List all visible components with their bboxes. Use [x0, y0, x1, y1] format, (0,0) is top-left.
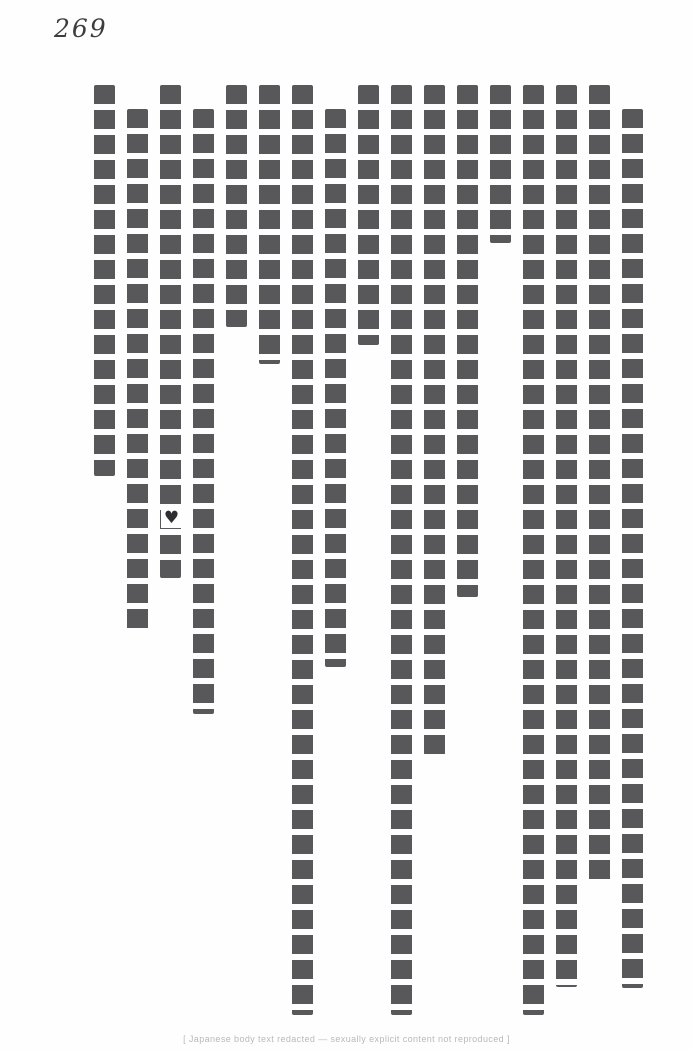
text-column-5-body: [490, 85, 511, 243]
text-column-4-body: [523, 85, 544, 1015]
text-column-9-body: [358, 85, 379, 345]
text-column-12-body: [259, 85, 280, 364]
text-column-1-paragraph: [622, 109, 643, 988]
page-number: 269: [54, 14, 108, 43]
text-column-14-paragraph: [193, 109, 214, 714]
redaction-notice: [ Japanese body text redacted — sexually explicit content not reproduced ]: [183, 1034, 510, 1044]
text-column-7-body: [424, 85, 445, 755]
text-column-2-body: [589, 85, 610, 885]
text-column-16-paragraph: [127, 109, 148, 630]
vertical-text-block: [82, 85, 643, 1015]
text-column-6-dialogue: [457, 85, 478, 597]
heart-icon: ♥: [161, 509, 182, 528]
text-column-17-thought: [94, 85, 115, 476]
text-column-11-body: [292, 85, 313, 1015]
text-column-15-thought: [160, 85, 181, 578]
text-column-8-body: [391, 85, 412, 1015]
text-column-13-thought: [226, 85, 247, 327]
text-column-10-paragraph: [325, 109, 346, 667]
text-column-3-body: [556, 85, 577, 987]
